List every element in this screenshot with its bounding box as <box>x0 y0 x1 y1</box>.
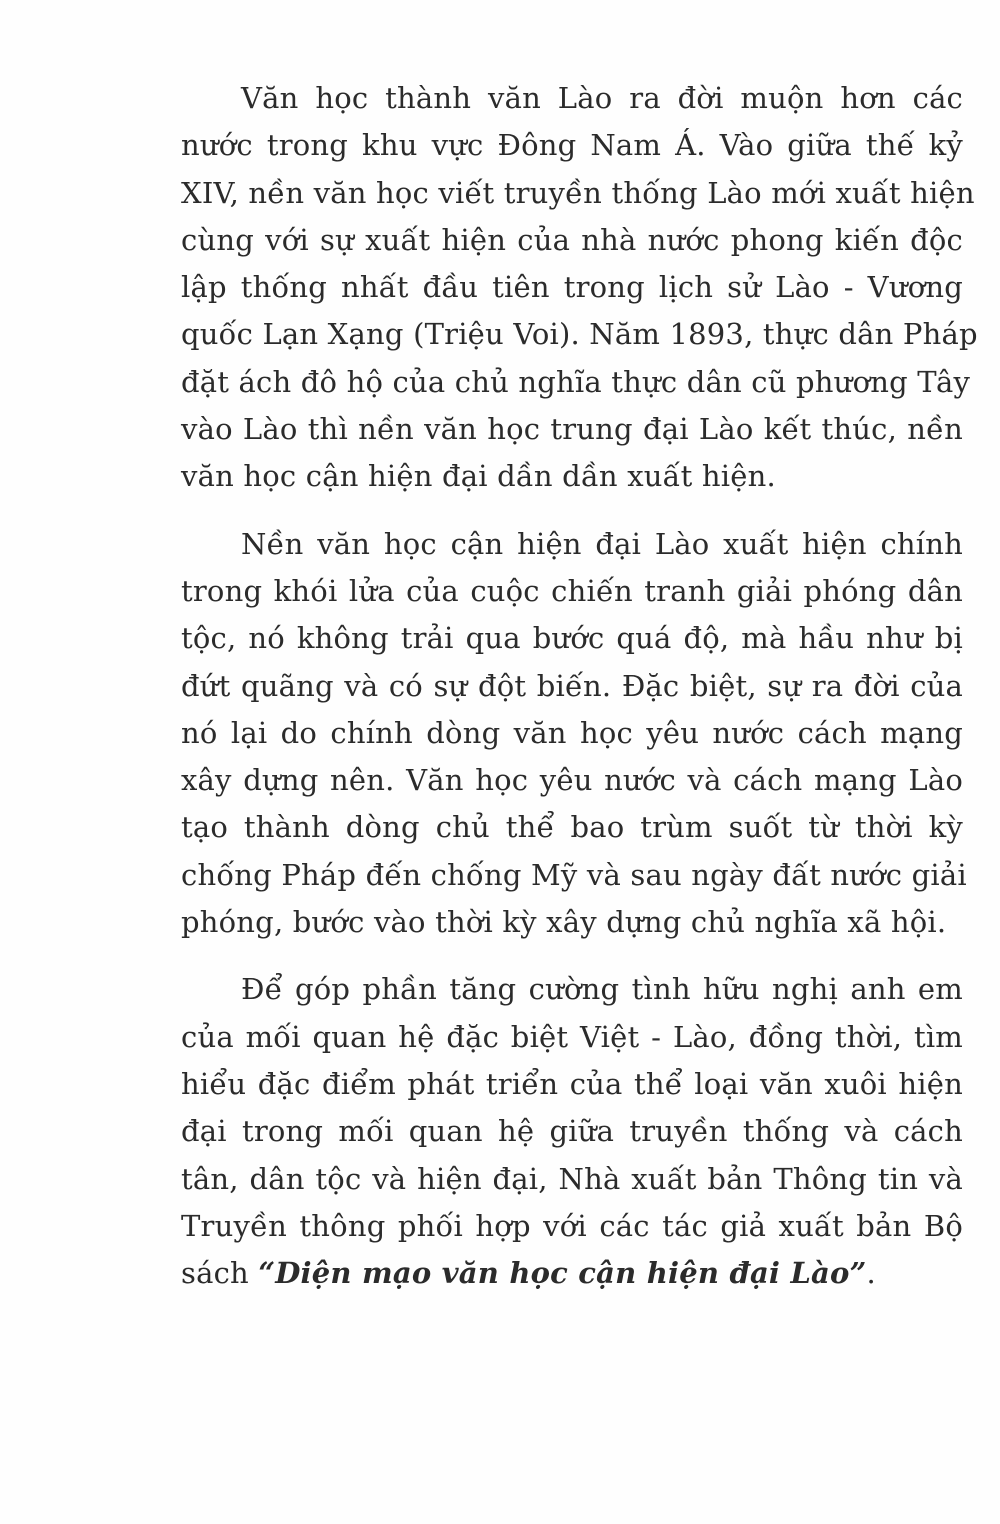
text-line: chống Pháp đến chống Mỹ và sau ngày đất nước giải <box>181 857 967 892</box>
text-line: Để góp phần tăng cường tình hữu nghị anh em <box>241 972 963 1007</box>
text-line: phóng, bước vào thời kỳ xây dựng chủ nghĩa xã hội. <box>181 905 947 940</box>
text-line: cùng với sự xuất hiện của nhà nước phong kiến độc <box>181 222 963 257</box>
body-text <box>181 75 978 1297</box>
paragraph-1 <box>181 75 978 501</box>
text-fragment: sách <box>181 1256 259 1291</box>
text-line: Truyền thông phối hợp với các tác giả xuất bản Bộ <box>181 1208 963 1243</box>
paragraph-2 <box>181 521 967 947</box>
text-line: nước trong khu vực Đông Nam Á. Vào giữa thế kỷ <box>181 128 963 163</box>
text-line: hiểu đặc điểm phát triển của thể loại văn xuôi hiện <box>181 1066 963 1101</box>
paragraph-spacer <box>181 946 963 966</box>
text-line: tạo thành dòng chủ thể bao trùm suốt từ thời kỳ <box>181 810 963 845</box>
book-series-title: “Diện mạo văn học cận hiện đại Lào” <box>258 1256 867 1291</box>
text-line: đại trong mối quan hệ giữa truyền thống và cách <box>181 1114 963 1149</box>
text-line: tân, dân tộc và hiện đại, Nhà xuất bản Thông tin và <box>181 1161 963 1196</box>
paragraph-spacer <box>181 501 963 521</box>
text-line: đặt ách đô hộ của chủ nghĩa thực dân cũ phương Tây <box>181 364 971 399</box>
text-line: tộc, nó không trải qua bước quá độ, mà hầu như bị <box>181 621 963 656</box>
text-line: XIV, nền văn học viết truyền thống Lào mới xuất hiện <box>181 175 975 210</box>
text-line: nó lại do chính dòng văn học yêu nước cách mạng <box>181 715 963 750</box>
text-line: Nền văn học cận hiện đại Lào xuất hiện chính <box>241 526 963 561</box>
text-line: của mối quan hệ đặc biệt Việt - Lào, đồng thời, tìm <box>181 1019 963 1054</box>
paragraph-3 <box>181 966 963 1297</box>
text-line: quốc Lạn Xạng (Triệu Voi). Năm 1893, thực dân Pháp <box>181 317 978 352</box>
text-line: xây dựng nên. Văn học yêu nước và cách mạng Lào <box>181 763 963 798</box>
text-line: vào Lào thì nền văn học trung đại Lào kết thúc, nền <box>181 412 963 447</box>
text-line: văn học cận hiện đại dần dần xuất hiện. <box>181 459 776 494</box>
text-fragment: . <box>866 1256 876 1291</box>
text-line-with-title <box>181 1250 963 1297</box>
text-line: lập thống nhất đầu tiên trong lịch sử Lào - Vương <box>181 270 963 305</box>
text-line: trong khói lửa của cuộc chiến tranh giải phóng dân <box>181 573 963 608</box>
text-line: đứt quãng và có sự đột biến. Đặc biệt, sự ra đời của <box>181 668 963 703</box>
text-line: Văn học thành văn Lào ra đời muộn hơn các <box>241 81 963 115</box>
